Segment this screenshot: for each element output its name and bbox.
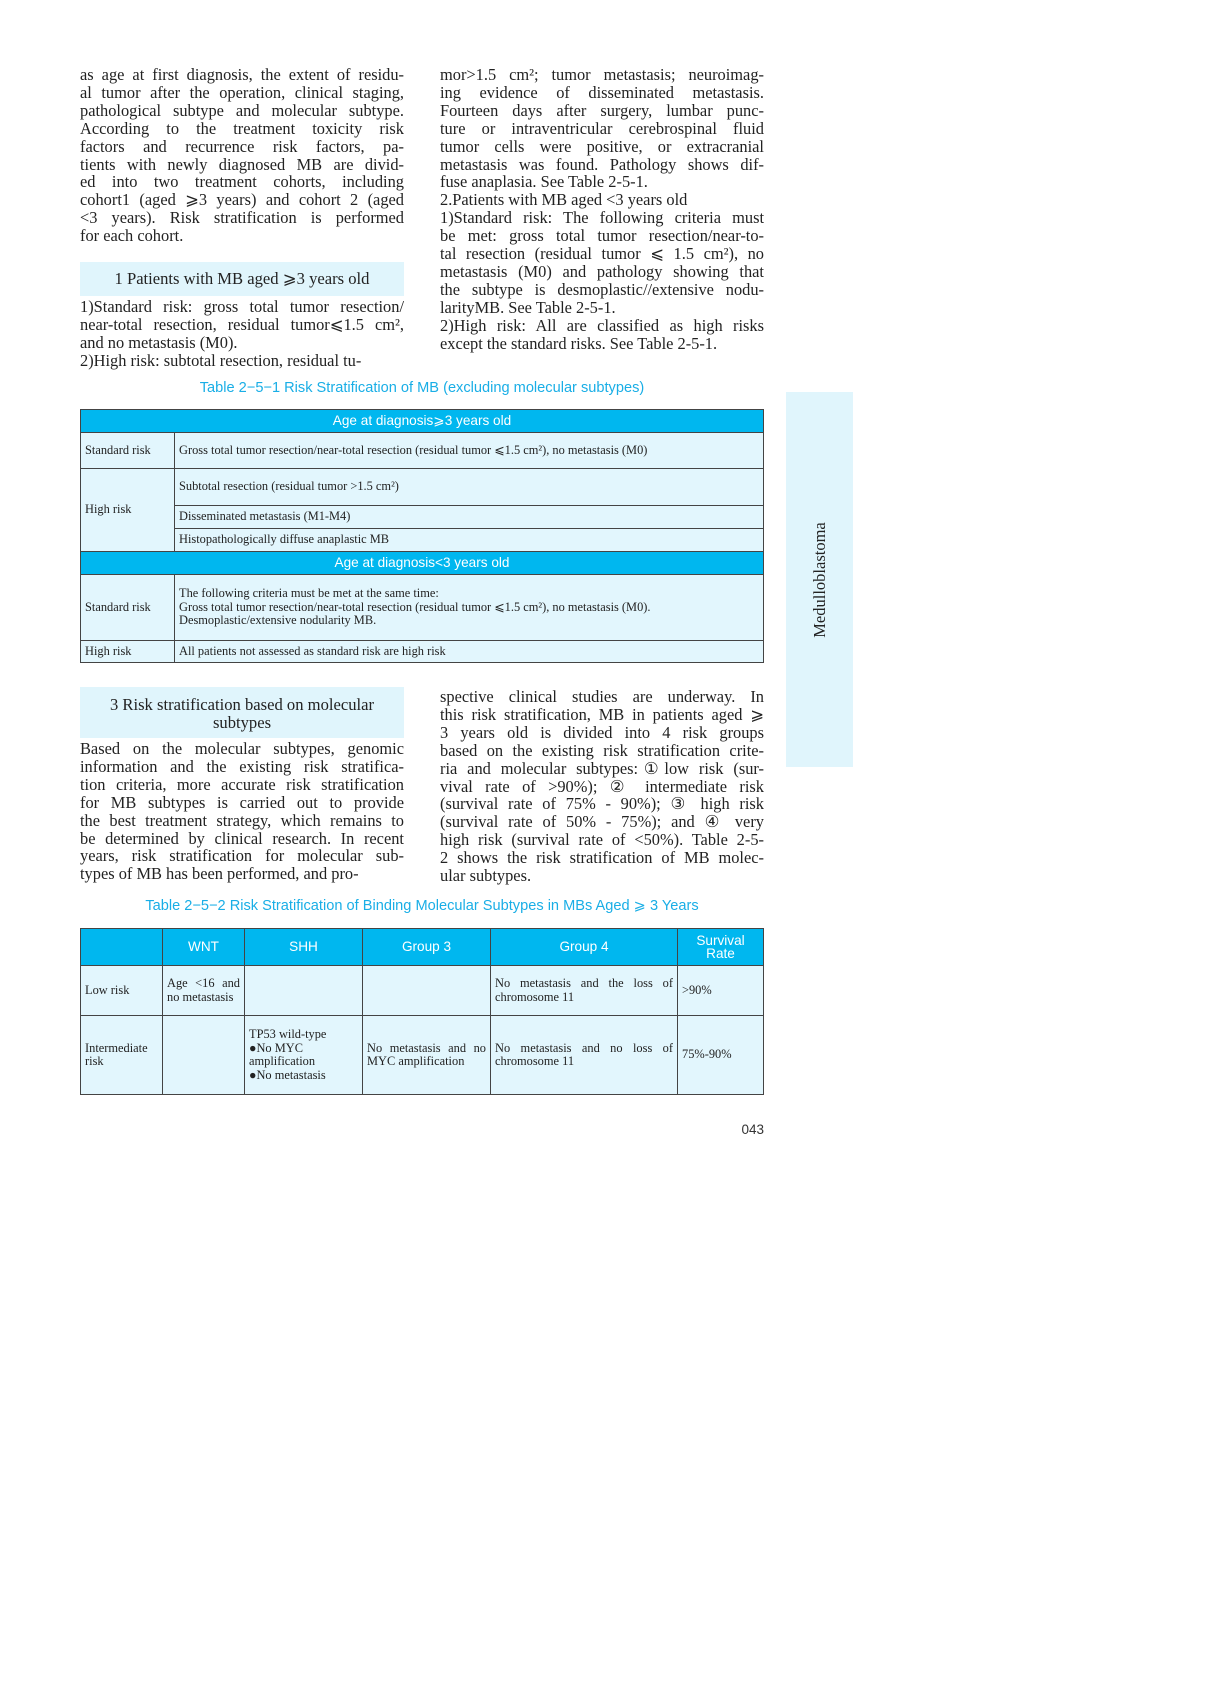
text-line: the subtype is desmoplastic//extensive nodu- bbox=[440, 279, 764, 299]
table2-header: Group 3 bbox=[363, 929, 491, 966]
table1-group1-header: Age at diagnosis⩾3 years old bbox=[81, 410, 764, 433]
text-line: be determined by clinical research. In recent bbox=[80, 828, 404, 848]
left-column-bottom bbox=[80, 740, 404, 883]
table2-row-label: Intermediate risk bbox=[81, 1016, 163, 1095]
text-line: <3 years). Risk stratification is performed bbox=[80, 208, 404, 228]
text-line: be met: gross total tumor resection/near-to- bbox=[440, 226, 764, 246]
text-line: near-total resection, residual tumor⩽1.5 cm², bbox=[80, 314, 404, 334]
text-line: 2.Patients with MB aged <3 years old bbox=[440, 190, 688, 210]
table1-cell-line: The following criteria must be met at the same time: bbox=[179, 586, 439, 601]
text-line: this risk stratification, MB in patients aged ⩾ bbox=[440, 704, 764, 724]
table1-cell: Subtotal resection (residual tumor >1.5 cm²) bbox=[175, 469, 764, 506]
risk-table-1 bbox=[80, 409, 764, 663]
text-line: (survival rate of 75% - 90%); ③ high risk bbox=[440, 794, 764, 814]
text-line: Based on the molecular subtypes, genomic bbox=[80, 739, 404, 758]
text-line: metastasis (M0) and pathology showing that bbox=[440, 261, 764, 281]
table2-header: SHH bbox=[245, 929, 363, 966]
text-line: 2 shows the risk stratification of MB molec- bbox=[440, 848, 764, 868]
table2-cell-line: TP53 wild-type bbox=[249, 1027, 327, 1041]
section-heading-3 bbox=[80, 687, 404, 738]
table2-cell: No metastasis and the loss of chromosome 11 bbox=[491, 966, 678, 1016]
text-line: larityMB. See Table 2-5-1. bbox=[440, 297, 616, 317]
table1-group2-header: Age at diagnosis<3 years old bbox=[81, 552, 764, 575]
table1-row-label: Standard risk bbox=[81, 433, 175, 469]
table2-cell bbox=[163, 1016, 245, 1095]
text-line: 2)High risk: All are classified as high risks bbox=[440, 315, 764, 335]
table1-cell-line: Desmoplastic/extensive nodularity MB. bbox=[179, 613, 377, 628]
table1-row-label: Standard risk bbox=[81, 575, 175, 641]
text-line: tion criteria, more accurate risk stratification bbox=[80, 774, 404, 794]
table2-cell bbox=[245, 1016, 363, 1095]
left-column-top bbox=[80, 66, 404, 245]
table2-cell bbox=[245, 966, 363, 1016]
text-line: mor>1.5 cm²; tumor metastasis; neuroimag- bbox=[440, 65, 764, 84]
text-line: 1)Standard risk: The following criteria must bbox=[440, 208, 764, 228]
section-heading-1 bbox=[80, 262, 404, 296]
text-line: types of MB has been performed, and pro- bbox=[80, 864, 359, 884]
text-line: fuse anaplasia. See Table 2-5-1. bbox=[440, 172, 648, 192]
text-line: ing evidence of disseminated metastasis. bbox=[440, 82, 764, 102]
text-line: for MB subtypes is carried out to provide bbox=[80, 792, 404, 812]
text-line: spective clinical studies are underway. In bbox=[440, 687, 764, 706]
text-line: cohort1 (aged ⩾3 years) and cohort 2 (aged bbox=[80, 190, 404, 210]
table1-cell: All patients not assessed as standard risk are high risk bbox=[175, 641, 764, 663]
text-line: and no metastasis (M0). bbox=[80, 332, 238, 352]
text-line: for each cohort. bbox=[80, 226, 184, 246]
text-line: 2)High risk: subtotal resection, residual tu- bbox=[80, 350, 362, 370]
table2-bullet: ●No MYC amplification bbox=[249, 1040, 316, 1068]
table1-cell: Histopathologically diffuse anaplastic MB bbox=[175, 529, 764, 552]
table2-cell: >90% bbox=[678, 966, 764, 1016]
text-line: factors and recurrence risk factors, pa- bbox=[80, 136, 404, 156]
text-line: 1)Standard risk: gross total tumor resection/ bbox=[80, 297, 404, 316]
table2-bullet: ●No metastasis bbox=[249, 1067, 326, 1082]
text-line: ture or intraventricular cerebrospinal fluid bbox=[440, 118, 764, 138]
section-heading-3-text: 3 Risk stratification based on molecular subtypes bbox=[109, 695, 375, 732]
section-heading-1-text: 1 Patients with MB aged ⩾3 years old bbox=[114, 269, 370, 288]
table2-row-label: Low risk bbox=[81, 966, 163, 1016]
table2-header bbox=[81, 929, 163, 966]
text-line: According to the treatment toxicity risk bbox=[80, 118, 404, 138]
text-line: the best treatment strategy, which remains to bbox=[80, 810, 404, 830]
text-line: information and the existing risk stratifica- bbox=[80, 756, 404, 776]
table1-cell bbox=[175, 575, 764, 641]
text-line: tal resection (residual tumor ⩽ 1.5 cm²), no bbox=[440, 244, 764, 264]
text-line: ria and molecular subtypes:①low risk (sur- bbox=[440, 758, 764, 778]
text-line: high risk (survival rate of <50%). Table 2-5- bbox=[440, 830, 764, 850]
text-line: based on the existing risk stratification crite- bbox=[440, 740, 764, 760]
table2-cell: No metastasis and no loss of chromosome 11 bbox=[491, 1016, 678, 1095]
text-line: vival rate of >90%); ② intermediate risk bbox=[440, 776, 764, 796]
text-line: pathological subtype and molecular subtype. bbox=[80, 100, 404, 120]
text-line: 3 years old is divided into 4 risk groups bbox=[440, 722, 764, 742]
chapter-side-tab-label: Medulloblastoma bbox=[809, 521, 829, 638]
table2-header: Survival Rate bbox=[678, 929, 764, 966]
text-line: years, risk stratification for molecular sub- bbox=[80, 846, 404, 866]
right-column-top bbox=[440, 66, 764, 353]
text-line: (survival rate of 50% - 75%); and ④ very bbox=[440, 812, 764, 832]
table1-row-label: High risk bbox=[81, 469, 175, 552]
text-line: tumor cells were positive, or extracranial bbox=[440, 136, 764, 156]
table2-cell: No metastasis and no MYC amplification bbox=[363, 1016, 491, 1095]
table1-cell: Gross total tumor resection/near-total resection (residual tumor ⩽1.5 cm²), no metastasis (M0) bbox=[175, 433, 764, 469]
table2-cell: Age <16 and no metastasis bbox=[163, 966, 245, 1016]
table2-cell: 75%-90% bbox=[678, 1016, 764, 1095]
text-line: Fourteen days after surgery, lumbar punc- bbox=[440, 100, 764, 120]
table2-cell bbox=[363, 966, 491, 1016]
left-column-mid bbox=[80, 298, 404, 370]
table2-caption: Table 2−5−2 Risk Stratification of Binding Molecular Subtypes in MBs Aged ⩾ 3 Years bbox=[145, 898, 699, 914]
text-line: as age at first diagnosis, the extent of residu- bbox=[80, 65, 404, 84]
chapter-side-tab bbox=[786, 392, 853, 767]
table1-caption: Table 2−5−1 Risk Stratification of MB (excluding molecular subtypes) bbox=[199, 380, 645, 396]
text-line: al tumor after the operation, clinical staging, bbox=[80, 82, 404, 102]
text-line: except the standard risks. See Table 2-5-1. bbox=[440, 333, 718, 353]
table1-cell-line: Gross total tumor resection/near-total resection (residual tumor ⩽1.5 cm²), no metastasis (M0). bbox=[179, 599, 651, 614]
text-line: tients with newly diagnosed MB are divid- bbox=[80, 154, 404, 174]
text-line: ed into two treatment cohorts, including bbox=[80, 172, 404, 192]
text-line: metastasis was found. Pathology shows dif- bbox=[440, 154, 764, 174]
table1-row-label: High risk bbox=[81, 641, 175, 663]
risk-table-2 bbox=[80, 928, 764, 1095]
table2-header: Group 4 bbox=[491, 929, 678, 966]
table1-cell: Disseminated metastasis (M1-M4) bbox=[175, 506, 764, 529]
table2-header: WNT bbox=[163, 929, 245, 966]
right-column-bottom bbox=[440, 688, 764, 885]
page-number: 043 bbox=[741, 1122, 764, 1137]
text-line: ular subtypes. bbox=[440, 866, 532, 886]
